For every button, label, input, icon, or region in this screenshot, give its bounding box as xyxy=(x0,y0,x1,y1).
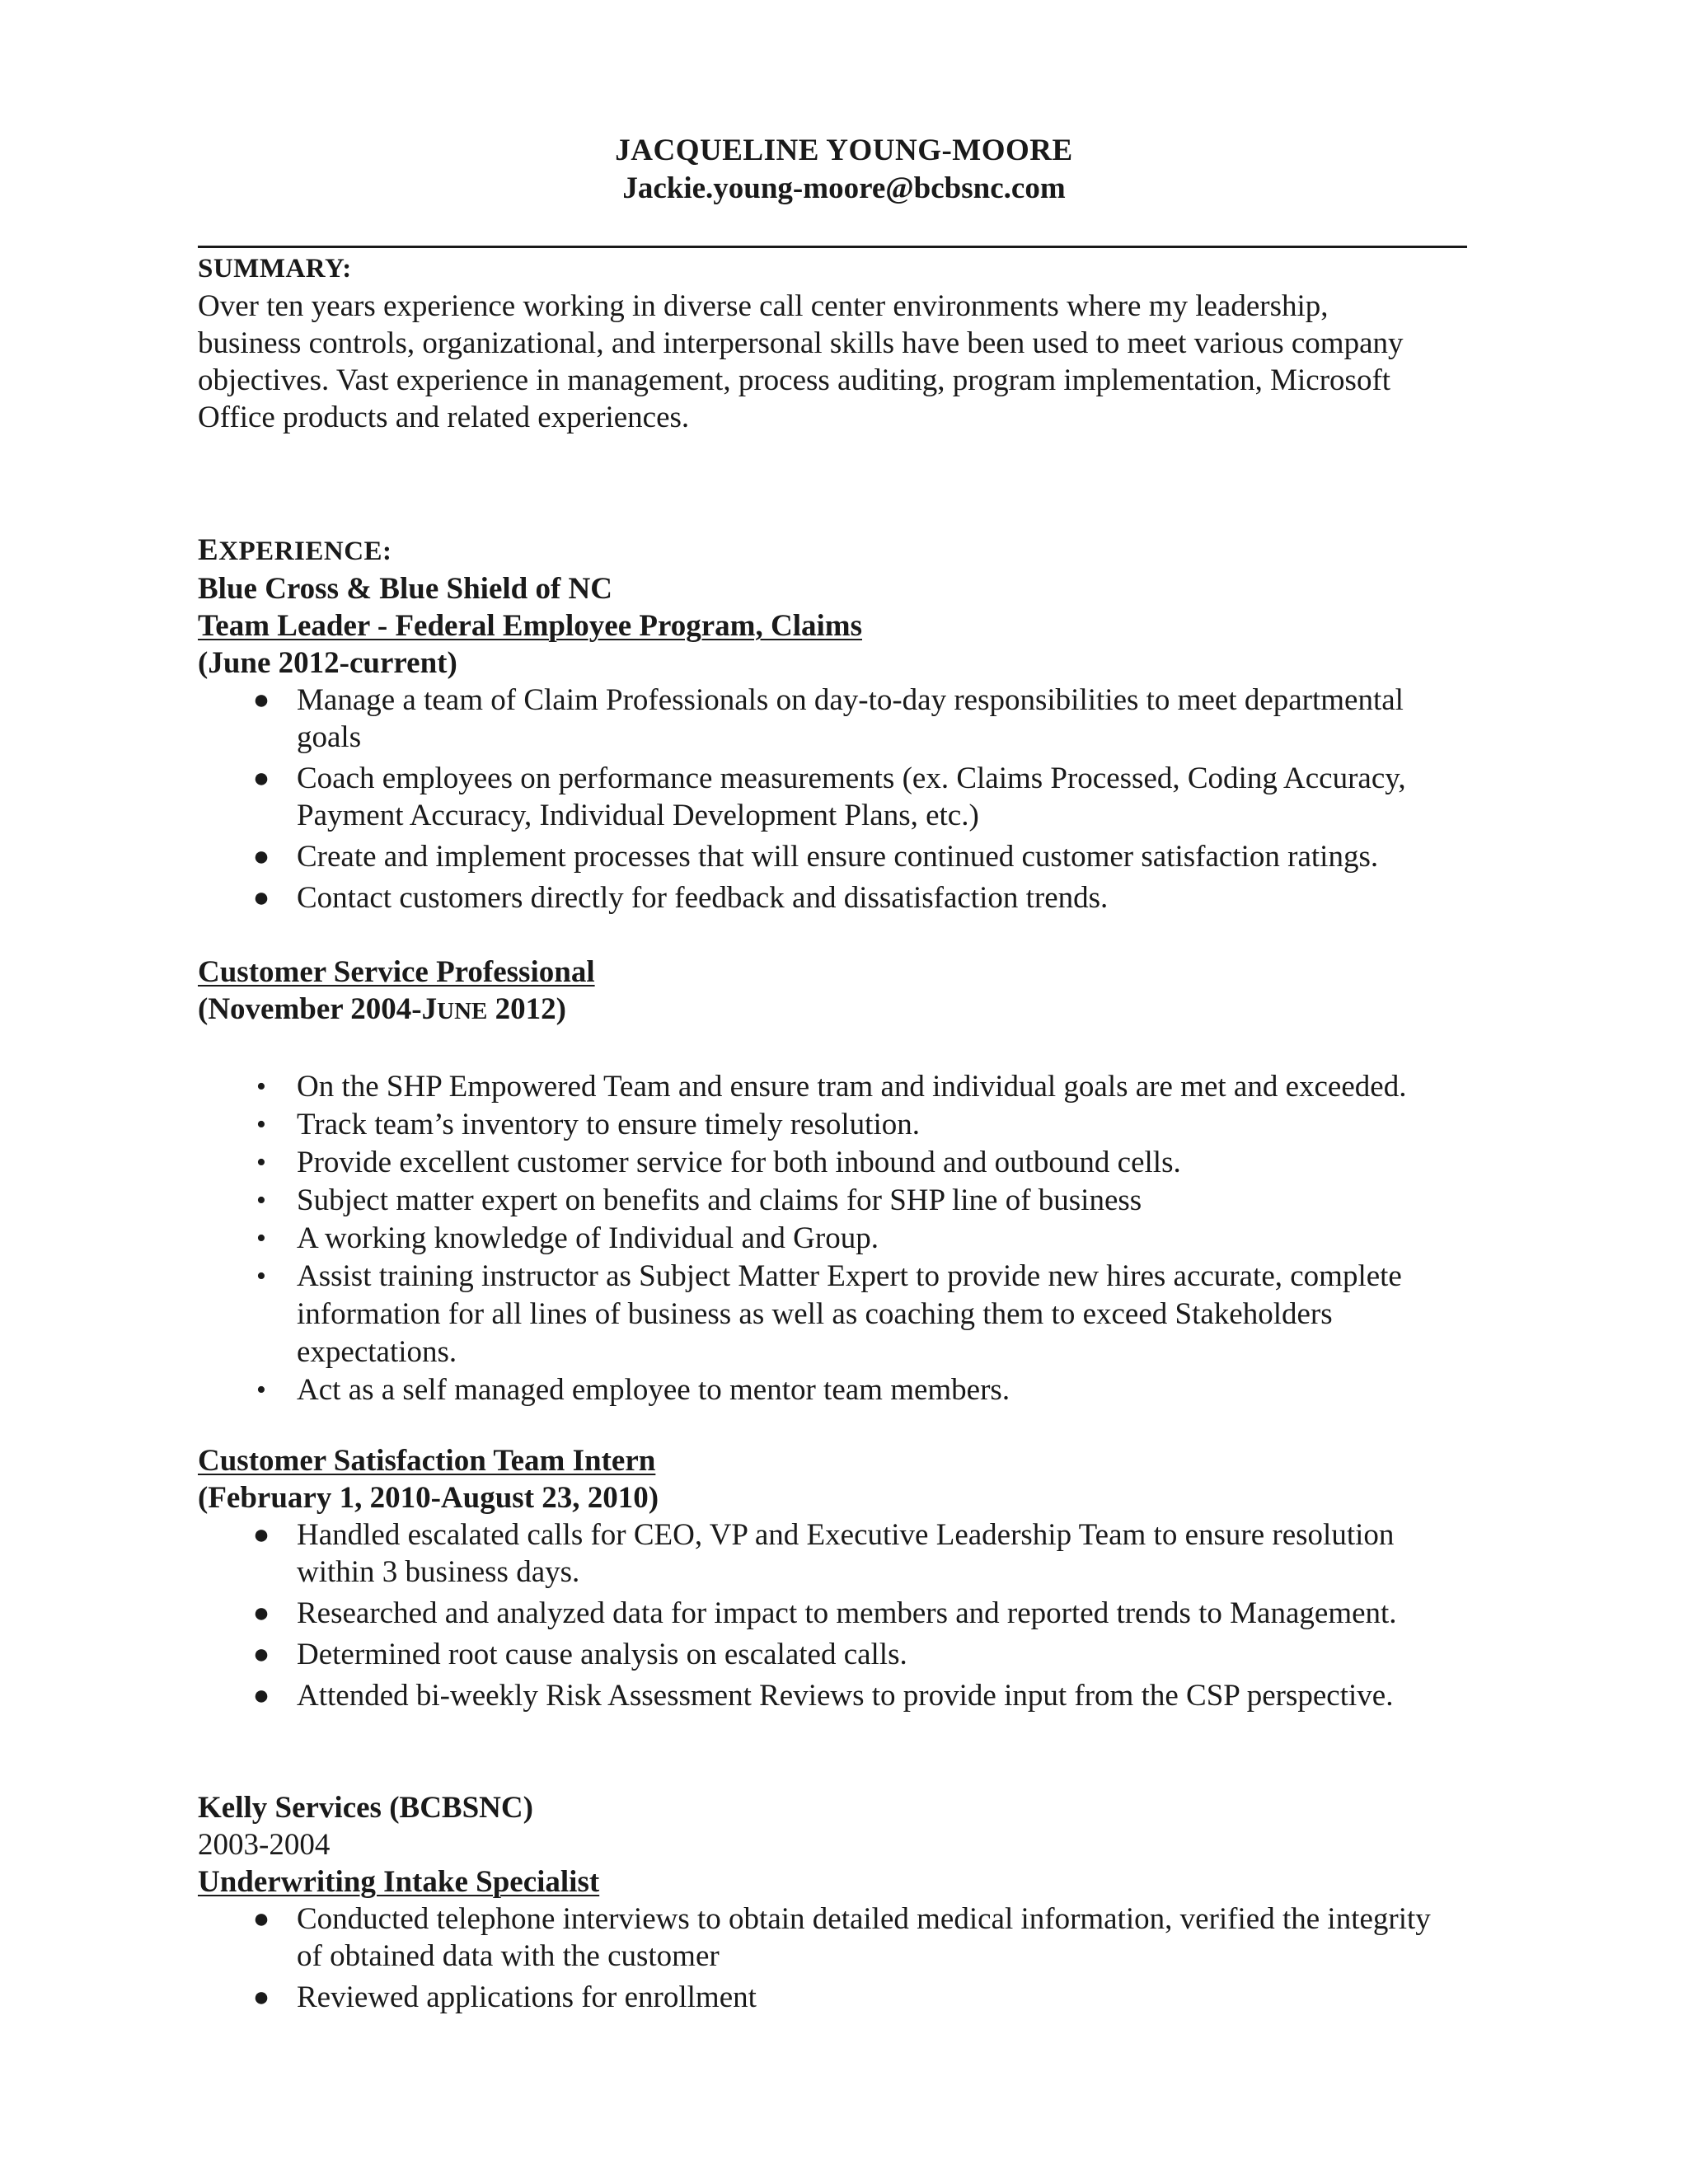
job-duties-list xyxy=(198,1900,1484,2016)
resume-header xyxy=(0,132,1688,208)
job-dates: (November 2004-JUNE 2012) xyxy=(198,992,566,1026)
job-title: Customer Service Professional xyxy=(198,955,595,989)
list-item: • Provide excellent customer service for both inbound and outbound cells. xyxy=(198,1144,1484,1182)
job-title: Underwriting Intake Specialist xyxy=(198,1865,600,1899)
candidate-name: JACQUELINE YOUNG-MOORE xyxy=(615,134,1073,167)
bullet-icon: ● xyxy=(252,841,270,872)
list-item: ● Reviewed applications for enrollment xyxy=(198,1979,1484,2016)
employer-name: Blue Cross & Blue Shield of NC xyxy=(198,572,612,606)
bullet-icon: • xyxy=(256,1223,266,1254)
bullet-icon: ● xyxy=(252,763,270,794)
summary-line: business controls, organizational, and interpersonal skills have been used to meet various company xyxy=(198,326,1404,360)
job-title: Team Leader - Federal Employee Program, Claims xyxy=(198,609,862,643)
resume-body xyxy=(198,251,1484,2020)
list-item: ● Attended bi-weekly Risk Assessment Reviews to provide input from the CSP perspective. xyxy=(198,1677,1484,1714)
job-duties-list xyxy=(198,1068,1484,1409)
job-dates: (June 2012-current) xyxy=(198,646,457,680)
job-dates: 2003-2004 xyxy=(198,1828,331,1862)
bullet-icon: ● xyxy=(252,685,270,715)
list-item: ● Handled escalated calls for CEO, VP and Executive Leadership Team to ensure resolution within 3 business days. xyxy=(198,1516,1484,1591)
list-item: ● Determined root cause analysis on escalated calls. xyxy=(198,1636,1484,1673)
bullet-icon: ● xyxy=(252,1520,270,1550)
bullet-icon: • xyxy=(256,1261,266,1291)
list-item: ● Contact customers directly for feedback and dissatisfaction trends. xyxy=(198,879,1484,916)
summary-line: Office products and related experiences. xyxy=(198,401,690,434)
bullet-icon: ● xyxy=(252,1598,270,1629)
summary-line: objectives. Vast experience in management, process auditing, program implementation, Microsoft xyxy=(198,363,1391,397)
bullet-icon: ● xyxy=(252,1680,270,1711)
bullet-icon: • xyxy=(256,1147,266,1178)
bullet-icon: ● xyxy=(252,1639,270,1670)
list-item: • On the SHP Empowered Team and ensure tram and individual goals are met and exceeded. xyxy=(198,1068,1484,1106)
bullet-icon: • xyxy=(256,1185,266,1216)
list-item: ● Manage a team of Claim Professionals on day-to-day responsibilities to meet departmental goals xyxy=(198,682,1484,756)
summary-line: Over ten years experience working in diverse call center environments where my leadership, xyxy=(198,289,1329,323)
bullet-icon: • xyxy=(256,1071,266,1102)
list-item: • A working knowledge of Individual and Group. xyxy=(198,1220,1484,1258)
job-title: Customer Satisfaction Team Intern xyxy=(198,1444,656,1478)
list-item: ● Coach employees on performance measurements (ex. Claims Processed, Coding Accuracy, Payment Accuracy, Individual Development Plans, etc.) xyxy=(198,760,1484,834)
list-item: ● Conducted telephone interviews to obtain detailed medical information, verified the integrity of obtained data with the customer xyxy=(198,1900,1484,1975)
experience-heading: EXPERIENCE: xyxy=(198,533,392,567)
job-duties-list xyxy=(198,682,1484,916)
list-item: • Subject matter expert on benefits and claims for SHP line of business xyxy=(198,1182,1484,1220)
employer-name: Kelly Services (BCBSNC) xyxy=(198,1791,533,1825)
bullet-icon: ● xyxy=(252,883,270,913)
bullet-icon: • xyxy=(256,1109,266,1140)
bullet-icon: ● xyxy=(252,1982,270,2013)
list-item: • Assist training instructor as Subject Matter Expert to provide new hires accurate, complete information for all lines of business as well as coaching them to exceed Stakeholders expectations. xyxy=(198,1258,1484,1371)
list-item: • Act as a self managed employee to mentor team members. xyxy=(198,1371,1484,1409)
summary-text xyxy=(198,288,1484,436)
job-dates: (February 1, 2010-August 23, 2010) xyxy=(198,1481,659,1515)
list-item: • Track team’s inventory to ensure timely resolution. xyxy=(198,1106,1484,1144)
list-item: ● Create and implement processes that will ensure continued customer satisfaction ratings. xyxy=(198,838,1484,875)
header-divider xyxy=(198,246,1467,248)
summary-heading: SUMMARY: xyxy=(198,254,352,284)
job-duties-list xyxy=(198,1516,1484,1714)
bullet-icon: • xyxy=(256,1375,266,1405)
candidate-email[interactable]: Jackie.young-moore@bcbsnc.com xyxy=(622,171,1066,205)
list-item: ● Researched and analyzed data for impact to members and reported trends to Management. xyxy=(198,1595,1484,1632)
bullet-icon: ● xyxy=(252,1904,270,1934)
